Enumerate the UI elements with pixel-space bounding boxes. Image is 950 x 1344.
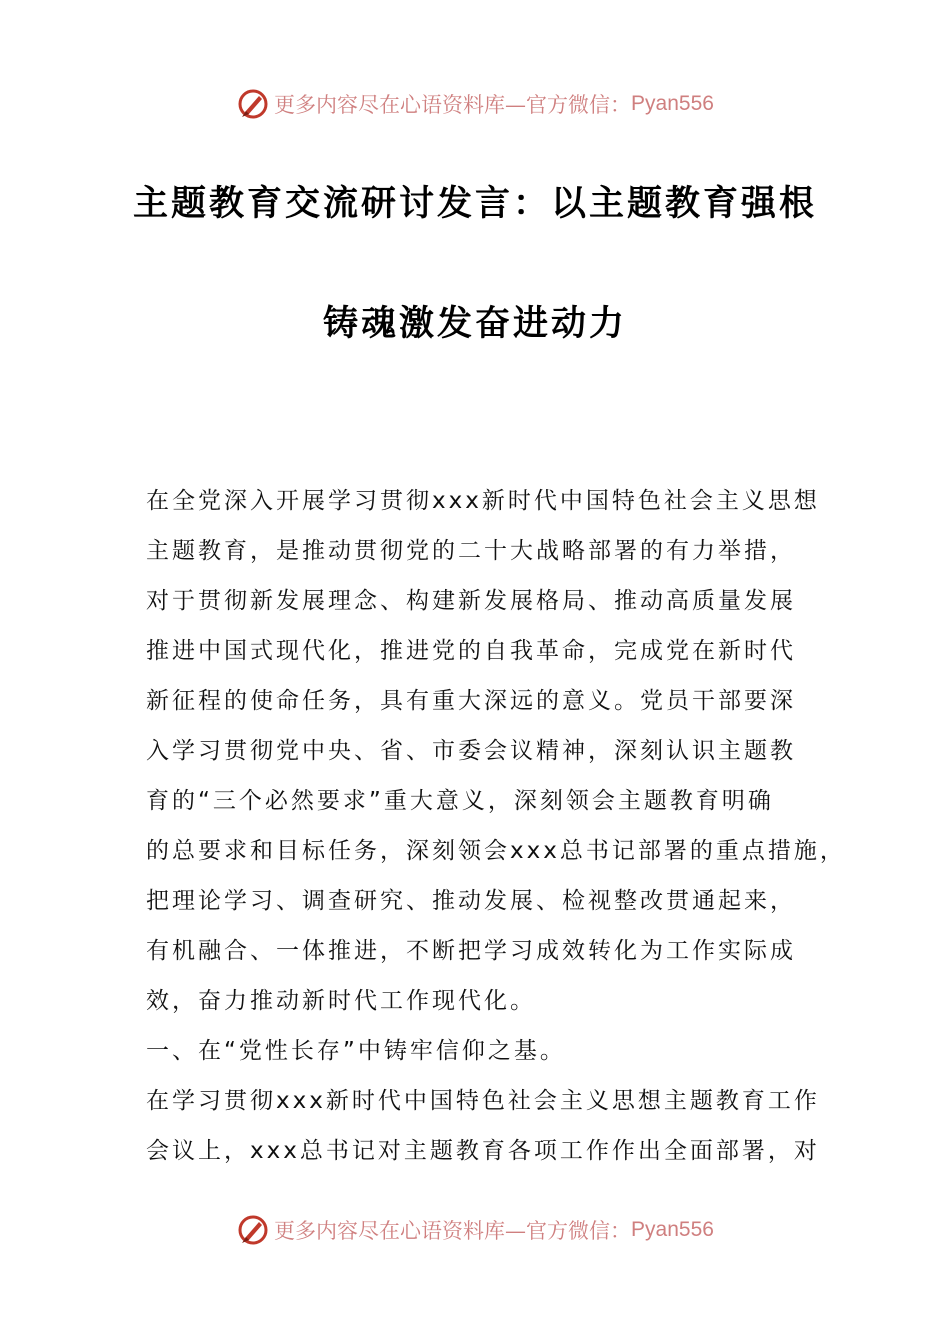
body-line: 入学习贯彻党中央、省、市委会议精神，深刻认识主题教: [146, 738, 796, 764]
body-line: 的总要求和目标任务，深刻领会xxx总书记部署的重点措施，: [146, 838, 846, 864]
page-title-line-1: 主题教育交流研讨发言：以主题教育强根: [132, 184, 817, 224]
footer-banner-wechat: Pyan556: [631, 1218, 714, 1241]
document-body: [146, 476, 846, 1176]
header-banner-text: 更多内容尽在心语资料库—官方微信：: [274, 93, 632, 117]
body-line: 新征程的使命任务，具有重大深远的意义。党员干部要深: [146, 688, 796, 714]
body-line: 育的“三个必然要求”重大意义，深刻领会主题教育明确: [146, 788, 774, 814]
pen-logo-icon: [236, 1213, 270, 1247]
body-line: 对于贯彻新发展理念、构建新发展格局、推动高质量发展: [146, 588, 796, 614]
section-heading: 一、在“党性长存”中铸牢信仰之基。: [146, 1038, 566, 1064]
body-line: 效，奋力推动新时代工作现代化。: [146, 988, 536, 1014]
header-banner-wechat: Pyan556: [631, 92, 714, 115]
body-line: 主题教育，是推动贯彻党的二十大战略部署的有力举措，: [146, 538, 796, 564]
footer-banner-text: 更多内容尽在心语资料库—官方微信：: [274, 1219, 632, 1243]
page-title-line-2: 铸魂激发奋进动力: [322, 304, 627, 344]
body-line: 会议上，xxx总书记对主题教育各项工作作出全面部署，对: [146, 1138, 820, 1164]
body-line: 在全党深入开展学习贯彻xxx新时代中国特色社会主义思想: [146, 488, 820, 514]
header-banner: [0, 84, 950, 124]
footer-banner: [0, 1210, 950, 1250]
body-line: 在学习贯彻xxx新时代中国特色社会主义思想主题教育工作: [146, 1088, 820, 1114]
body-line: 有机融合、一体推进，不断把学习成效转化为工作实际成: [146, 938, 796, 964]
body-line: 推进中国式现代化，推进党的自我革命，完成党在新时代: [146, 638, 796, 664]
body-line: 把理论学习、调查研究、推动发展、检视整改贯通起来，: [146, 888, 796, 914]
pen-logo-icon: [236, 87, 270, 121]
